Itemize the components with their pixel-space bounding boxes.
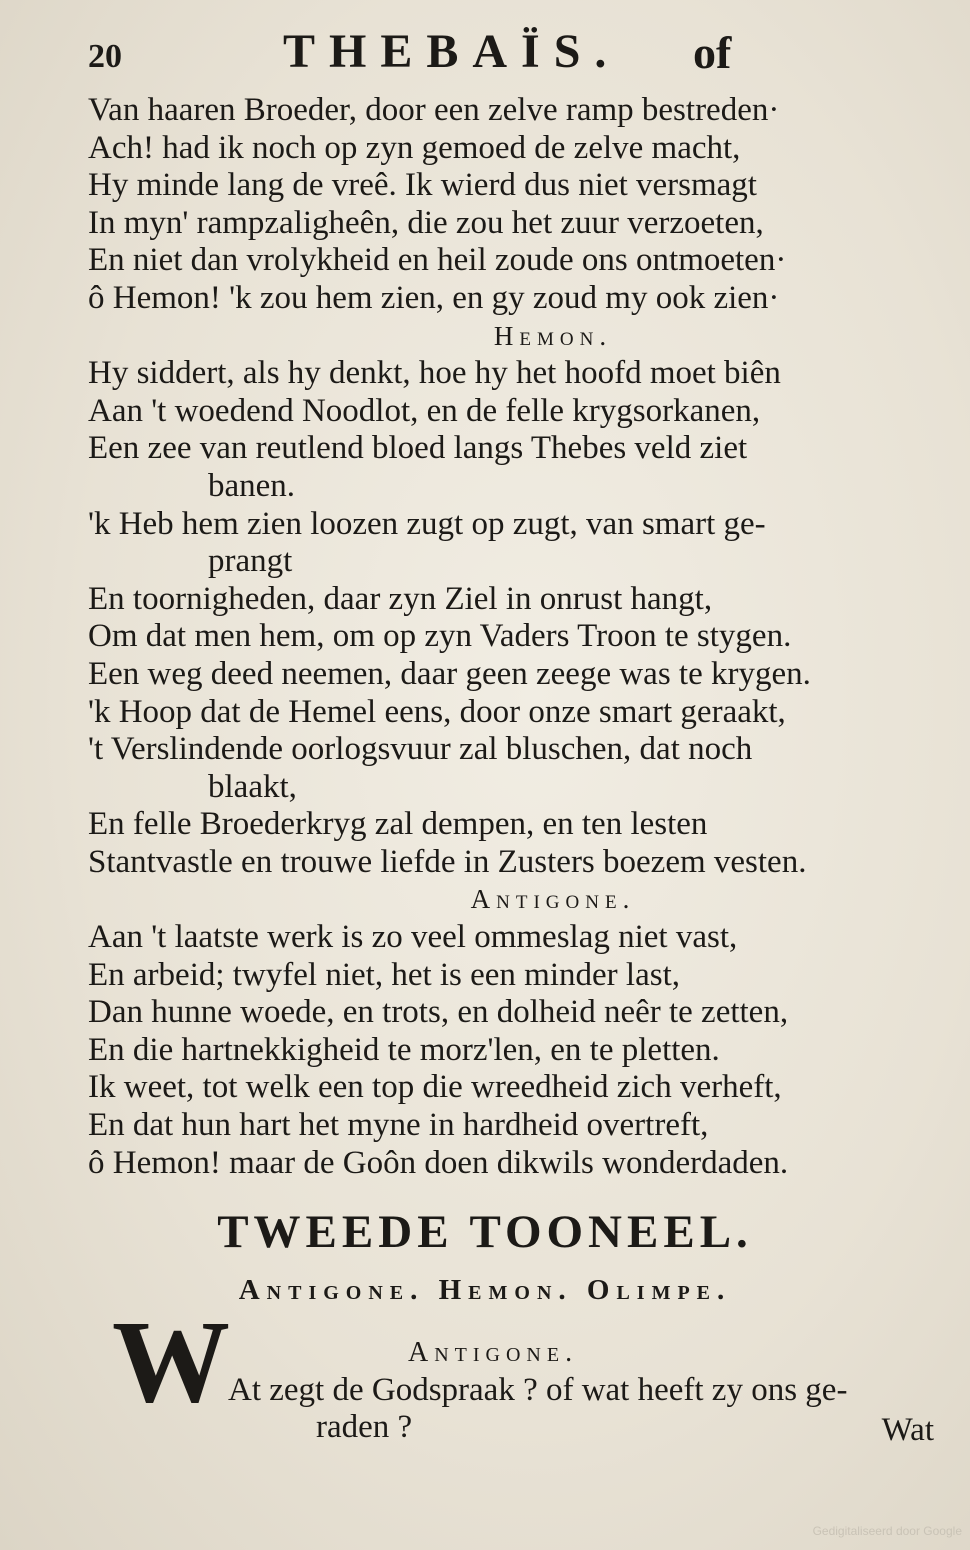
speaker-heading: Hemon. xyxy=(493,320,613,351)
verse-line: At zegt de Godspraak ? of wat heeft zy ons ge- xyxy=(228,1371,848,1408)
scene-opening xyxy=(228,1334,948,1447)
page-number: 20 xyxy=(88,38,122,75)
verse-block-1 xyxy=(88,92,948,1182)
verse-line: Een weg deed neemen, daar geen zeege was te krygen. xyxy=(88,655,811,692)
catchword: Wat xyxy=(881,1412,934,1448)
verse-line: Van haaren Broeder, door een zelve ramp bestreden· xyxy=(88,92,780,128)
verse-line: Om dat men hem, om op zyn Vaders Troon te stygen. xyxy=(88,618,792,655)
verse-line: Aan 't woedend Noodlot, en de felle krygsorkanen, xyxy=(88,392,761,429)
verse-line: En arbeid; twyfel niet, het is een minder last, xyxy=(88,956,680,993)
verse-line: ô Hemon! 'k zou hem zien, en gy zoud my ook zien· xyxy=(88,279,780,316)
verse-line-turnover: banen. xyxy=(208,467,296,504)
running-head-continuation: of xyxy=(693,27,732,78)
verse-line: En dat hun hart het myne in hardheid overtreft, xyxy=(88,1107,709,1144)
verse-line: Hy minde lang de vreê. Ik wierd dus niet versmagt xyxy=(88,167,757,204)
verse-line: En toornigheden, daar zyn Ziel in onrust hangt, xyxy=(88,580,713,617)
verse-line: 'k Heb hem zien loozen zugt op zugt, van smart ge- xyxy=(88,505,766,542)
verse-line-turnover: raden ? xyxy=(316,1409,413,1446)
drop-cap: W xyxy=(112,1296,230,1427)
scene-title: TWEEDE TOONEEL. xyxy=(217,1206,753,1258)
verse-line: Stantvastle en trouwe liefde in Zusters boezem vesten. xyxy=(88,843,807,880)
verse-line: En die hartnekkigheid te morz'len, en te pletten. xyxy=(88,1031,720,1068)
verse-line: 'k Hoop dat de Hemel eens, door onze smart geraakt, xyxy=(88,693,786,730)
verse-line: En niet dan vrolykheid en heil zoude ons ontmoeten· xyxy=(88,242,787,279)
page-header xyxy=(88,18,930,78)
verse-line: Ik weet, tot welk een top die wreedheid zich verheft, xyxy=(88,1069,782,1106)
verse-line: Ach! had ik noch op zyn gemoed de zelve macht, xyxy=(88,129,741,166)
verse-line: Hy siddert, als hy denkt, hoe hy het hoofd moet biên xyxy=(88,355,781,392)
scene-cast: Antigone. Hemon. Olimpe. xyxy=(238,1274,732,1306)
speaker-heading: Antigone. xyxy=(470,884,636,915)
verse-line: Een zee van reutlend bloed langs Thebes veld ziet xyxy=(88,430,748,467)
verse-line: Dan hunne woede, en trots, en dolheid neêr te zetten, xyxy=(88,994,789,1031)
digitization-watermark: Gedigitaliseerd door Google xyxy=(812,1524,962,1538)
running-head: THEBAÏS. xyxy=(283,25,621,78)
verse-line-turnover: prangt xyxy=(208,543,293,580)
verse-line: En felle Broederkryg zal dempen, en ten lesten xyxy=(88,806,708,843)
verse-line: In myn' rampzaligheên, die zou het zuur verzoeten, xyxy=(88,204,764,241)
speaker-heading: Antigone. xyxy=(408,1337,579,1368)
verse-line: 't Verslindende oorlogsvuur zal bluschen, dat noch xyxy=(88,731,753,768)
verse-line-turnover: blaakt, xyxy=(208,768,297,805)
verse-line: ô Hemon! maar de Goôn doen dikwils wonderdaden. xyxy=(88,1144,789,1181)
verse-line: Aan 't laatste werk is zo veel ommeslag niet vast, xyxy=(88,919,738,956)
